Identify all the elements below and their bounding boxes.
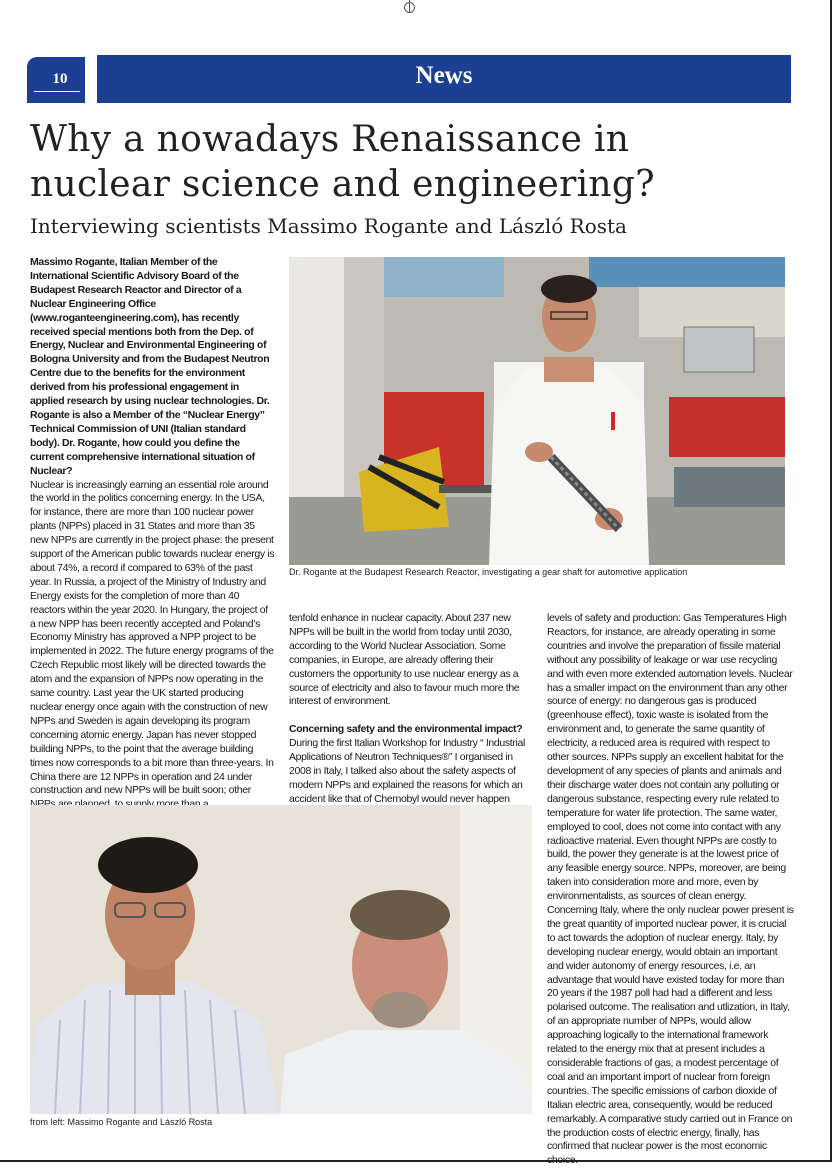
article-subtitle: Interviewing scientists Massimo Rogante and László Rosta — [30, 214, 627, 238]
article-title-line-1: Why a nowadays Renaissance in — [30, 119, 630, 160]
article-title-line-2: nuclear science and engineering? — [30, 164, 655, 205]
photo-rogante-reactor — [289, 257, 785, 565]
answer-paragraph-1: Nuclear is increasingly earning an essential role around the world in the politics concerning energy. In the USA, for instance, there are more than 100 nuclear power plants (NPPs) placed in 31 States and more than 35 new NPPs are currently in the project phase: the present support of the American public towards nuclear energy is about 74%, a record if compared to 63% of the past year. In Russia, a project of the Ministry of Industry and Energy exists for the completion of more than 40 reactors within the year 2020. In Hungary, the project of a new NPP has been recently accepted and Poland’s Economy Ministry has approved a NPP project to be implemented in 2022. The future energy programs of the Czech Republic most likely will be directed towards the atom and the expansion of NPPs now operating in the same country. Last year the UK started producing nuclear energy once again with the construction of new NPPs and Sweden is again developing its program concerning atomic energy. Japan has never stopped building NPPs, to the point that the average building times now corresponds to a bit more than three-years. In China there are 12 NPPs in operation and 24 under construction and new NPPs will be built soon; other — [30, 478, 275, 797]
answer-paragraph-1-continued: tenfold enhance in nuclear capacity. About 237 new NPPs will be built in the world from today until 2030, according to the World Nuclear Association. Some companies, in Europe, are already offering their customers the opportunity to use nuclear energy as a source of electricity and also to favour much more the interest of environment. — [289, 612, 520, 708]
page-number: 10 — [52, 71, 68, 87]
text-column-2 — [289, 612, 534, 821]
page-number-rule — [34, 91, 80, 92]
section-title: News — [415, 62, 473, 89]
registration-mark — [404, 2, 415, 13]
question-heading-2: Concerning safety and the environmental impact? — [289, 723, 523, 736]
text-column-1 — [30, 256, 275, 812]
answer-paragraph-2-continued: levels of safety and production: Gas Temperatures High Reactors, for instance, are already operating in some countries and involve the preparation of fissile material without any possibility of leakage or war use recycling and with even more extended automation levels. Nuclear has a smaller impact on the environment than any other source of energy: no dangerous gas is produced (greenhouse effect), toxic waste is isolated from the environment and, to generate the same quantity of electricity, a reduced area is required with respect to other sources. NPPs supply an excellent habitat for the development of any species of plants and animals and their discharge water does not contain any polluting or dangerous substance, respecting every rule related to temperature for water life protection. The same water, employed to cool, does not come into contact with any radioactive material. Even thought NPPs are costly to build, the power they generate is at the lowest price of any feasible energy source. NPPs, moreover, are being taken into consideration more and more, even by environmentalists, as sources of clean energy. Concerning Italy, where the only nuclear power present is the great quantity of imported nuclear power, it is crucial to act towards the adoption of nuclear energy. Italy, by developing nuclear energy, would obtain an important and wider autonomy of energy resources, i.e. an advantage that would have existed today for more than 20 years if the 1987 poll had had a different and less polarised outcome. The realisation and utlization, in Italy, of an appropriate number of NPPs, would allow approaching logically to the international framework related to the energy mix that at present includes a considerable fractions of gas, a modest percentage of coal and an important import of nuclear from foreign countries. The specific emissions of carbon dioxide of Italian electric area, consequently, would be reduced remarkably. A comparative study carried out in France on the production costs of electric energy, finally, has confirmed that nuclear power is the most economic choice. — [547, 612, 794, 1167]
photo-caption-top: Dr. Rogante at the Budapest Research Reactor, investigating a gear shaft for automotive application — [289, 567, 688, 577]
photo-caption-bottom: from left: Massimo Rogante and László Rosta — [30, 1117, 213, 1127]
answer-paragraph-2: During the first Italian Workshop for Industry “ Industrial Applications of Neutron Techniques®” I organised in 2008 in Italy, I talked also about the safety aspects of modern NPPs and explained the reasons for which an accident like that of Chernobyl would never happen — [289, 737, 525, 805]
article-title — [30, 117, 810, 207]
text-column-3 — [547, 612, 794, 1168]
intro-paragraph: Massimo Rogante, Italian Member of the International Scientific Advisory Board of the Budapest Research Reactor and Director of a Nuclear Engineering Office (www.roganteengineering.com), has recently received special mentions both from the Dep. of Energy, Nuclear and Environmental Engineering of Bologna University and from the Budapest Neutron Centre due to the benefits for the environment derived from his professional engagement in applied research by using nuclear technologies. Dr. Rogante is also a Member of the “Nuclear Energy” Technical Commission of UNI (Italian standard body). Dr. Rogante, how could you define the current comprehensive international situation of Nuclear? — [30, 256, 270, 477]
photo-rogante-rosta — [30, 805, 532, 1114]
